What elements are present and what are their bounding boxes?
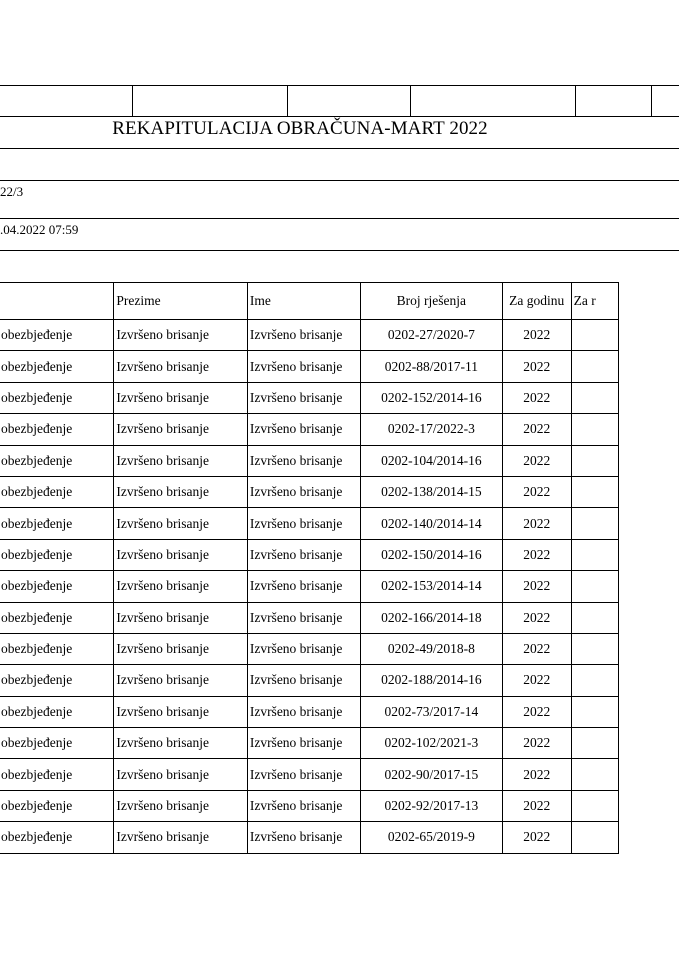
row-ime: Izvršeno brisanje [247, 320, 360, 351]
row-category: obezbjeđenje [0, 633, 114, 664]
row-ime: Izvršeno brisanje [247, 351, 360, 382]
row-ime: Izvršeno brisanje [247, 414, 360, 445]
row-empty-cell [571, 445, 618, 476]
row-category: obezbjeđenje [0, 476, 114, 507]
row-category: obezbjeđenje [0, 696, 114, 727]
row-za-godinu: 2022 [502, 414, 571, 445]
row-za-godinu: 2022 [502, 508, 571, 539]
row-ime: Izvršeno brisanje [247, 665, 360, 696]
report-number: 22/3 [0, 184, 24, 199]
row-ime: Izvršeno brisanje [247, 445, 360, 476]
row-broj-rjesenja: 0202-102/2021-3 [360, 728, 502, 759]
rule-line [132, 85, 133, 116]
row-broj-rjesenja: 0202-152/2014-16 [360, 382, 502, 413]
row-broj-rjesenja: 0202-73/2017-14 [360, 696, 502, 727]
row-empty-cell [571, 822, 618, 853]
report-title: REKAPITULACIJA OBRAČUNA-MART 2022 [112, 118, 488, 139]
rule-line [0, 85, 679, 86]
rule-line [0, 180, 679, 181]
rule-line [575, 85, 576, 116]
row-broj-rjesenja: 0202-153/2014-14 [360, 571, 502, 602]
table-row [0, 822, 619, 853]
row-category: obezbjeđenje [0, 539, 114, 570]
table-header-row [0, 283, 619, 320]
rule-line [0, 116, 679, 117]
rule-line [0, 218, 679, 219]
row-broj-rjesenja: 0202-166/2014-18 [360, 602, 502, 633]
row-ime: Izvršeno brisanje [247, 571, 360, 602]
row-broj-rjesenja: 0202-17/2022-3 [360, 414, 502, 445]
row-category: obezbjeđenje [0, 665, 114, 696]
row-empty-cell [571, 508, 618, 539]
row-prezime: Izvršeno brisanje [114, 351, 247, 382]
row-empty-cell [571, 790, 618, 821]
report-date: .04.2022 07:59 [0, 222, 79, 237]
row-ime: Izvršeno brisanje [247, 696, 360, 727]
row-za-godinu: 2022 [502, 539, 571, 570]
row-ime: Izvršeno brisanje [247, 633, 360, 664]
table-row [0, 414, 619, 445]
row-empty-cell [571, 320, 618, 351]
row-prezime: Izvršeno brisanje [114, 759, 247, 790]
row-empty-cell [571, 351, 618, 382]
row-prezime: Izvršeno brisanje [114, 728, 247, 759]
table-row [0, 790, 619, 821]
row-broj-rjesenja: 0202-65/2019-9 [360, 822, 502, 853]
row-broj-rjesenja: 0202-27/2020-7 [360, 320, 502, 351]
row-empty-cell [571, 633, 618, 664]
rule-line [651, 85, 652, 116]
row-ime: Izvršeno brisanje [247, 508, 360, 539]
table-row [0, 571, 619, 602]
row-prezime: Izvršeno brisanje [114, 602, 247, 633]
row-za-godinu: 2022 [502, 320, 571, 351]
row-empty-cell [571, 476, 618, 507]
row-broj-rjesenja: 0202-188/2014-16 [360, 665, 502, 696]
row-empty-cell [571, 414, 618, 445]
row-ime: Izvršeno brisanje [247, 790, 360, 821]
row-empty-cell [571, 728, 618, 759]
row-empty-cell [571, 539, 618, 570]
row-empty-cell [571, 602, 618, 633]
row-empty-cell [571, 665, 618, 696]
row-prezime: Izvršeno brisanje [114, 822, 247, 853]
row-category: obezbjeđenje [0, 320, 114, 351]
row-prezime: Izvršeno brisanje [114, 790, 247, 821]
row-za-godinu: 2022 [502, 759, 571, 790]
row-prezime: Izvršeno brisanje [114, 320, 247, 351]
row-prezime: Izvršeno brisanje [114, 476, 247, 507]
column-header: Ime [247, 283, 360, 320]
row-za-godinu: 2022 [502, 351, 571, 382]
row-ime: Izvršeno brisanje [247, 539, 360, 570]
row-broj-rjesenja: 0202-92/2017-13 [360, 790, 502, 821]
row-za-godinu: 2022 [502, 571, 571, 602]
row-za-godinu: 2022 [502, 728, 571, 759]
row-category: obezbjeđenje [0, 351, 114, 382]
column-header [0, 283, 114, 320]
row-broj-rjesenja: 0202-150/2014-16 [360, 539, 502, 570]
table-row [0, 508, 619, 539]
rule-line [0, 148, 679, 149]
row-za-godinu: 2022 [502, 476, 571, 507]
column-header: Za r [571, 283, 618, 320]
recap-table [0, 282, 619, 854]
table-row [0, 539, 619, 570]
table-row [0, 728, 619, 759]
table-row [0, 759, 619, 790]
row-category: obezbjeđenje [0, 571, 114, 602]
row-ime: Izvršeno brisanje [247, 382, 360, 413]
row-ime: Izvršeno brisanje [247, 822, 360, 853]
row-category: obezbjeđenje [0, 508, 114, 539]
row-prezime: Izvršeno brisanje [114, 571, 247, 602]
row-category: obezbjeđenje [0, 414, 114, 445]
row-za-godinu: 2022 [502, 633, 571, 664]
column-header: Broj rješenja [360, 283, 502, 320]
column-header: Za godinu [502, 283, 571, 320]
row-category: obezbjeđenje [0, 822, 114, 853]
table-row [0, 602, 619, 633]
row-ime: Izvršeno brisanje [247, 728, 360, 759]
rule-line [287, 85, 288, 116]
row-empty-cell [571, 696, 618, 727]
column-header: Prezime [114, 283, 247, 320]
row-category: obezbjeđenje [0, 382, 114, 413]
table-row [0, 445, 619, 476]
row-prezime: Izvršeno brisanje [114, 445, 247, 476]
row-za-godinu: 2022 [502, 822, 571, 853]
table-row [0, 665, 619, 696]
rule-line [410, 85, 411, 116]
row-prezime: Izvršeno brisanje [114, 508, 247, 539]
table-row [0, 320, 619, 351]
row-ime: Izvršeno brisanje [247, 759, 360, 790]
row-prezime: Izvršeno brisanje [114, 665, 247, 696]
row-category: obezbjeđenje [0, 790, 114, 821]
row-ime: Izvršeno brisanje [247, 476, 360, 507]
row-prezime: Izvršeno brisanje [114, 382, 247, 413]
row-za-godinu: 2022 [502, 382, 571, 413]
row-za-godinu: 2022 [502, 790, 571, 821]
row-prezime: Izvršeno brisanje [114, 414, 247, 445]
row-empty-cell [571, 759, 618, 790]
table-row [0, 382, 619, 413]
row-broj-rjesenja: 0202-104/2014-16 [360, 445, 502, 476]
row-empty-cell [571, 571, 618, 602]
row-za-godinu: 2022 [502, 665, 571, 696]
row-ime: Izvršeno brisanje [247, 602, 360, 633]
row-empty-cell [571, 382, 618, 413]
table-row [0, 696, 619, 727]
row-prezime: Izvršeno brisanje [114, 696, 247, 727]
table-row [0, 351, 619, 382]
table-row [0, 476, 619, 507]
row-prezime: Izvršeno brisanje [114, 633, 247, 664]
row-prezime: Izvršeno brisanje [114, 539, 247, 570]
row-broj-rjesenja: 0202-49/2018-8 [360, 633, 502, 664]
row-broj-rjesenja: 0202-138/2014-15 [360, 476, 502, 507]
table-row [0, 633, 619, 664]
row-za-godinu: 2022 [502, 696, 571, 727]
row-za-godinu: 2022 [502, 445, 571, 476]
row-broj-rjesenja: 0202-90/2017-15 [360, 759, 502, 790]
row-category: obezbjeđenje [0, 602, 114, 633]
row-broj-rjesenja: 0202-88/2017-11 [360, 351, 502, 382]
row-category: obezbjeđenje [0, 759, 114, 790]
row-broj-rjesenja: 0202-140/2014-14 [360, 508, 502, 539]
row-za-godinu: 2022 [502, 602, 571, 633]
row-category: obezbjeđenje [0, 445, 114, 476]
rule-line [0, 250, 679, 251]
row-category: obezbjeđenje [0, 728, 114, 759]
